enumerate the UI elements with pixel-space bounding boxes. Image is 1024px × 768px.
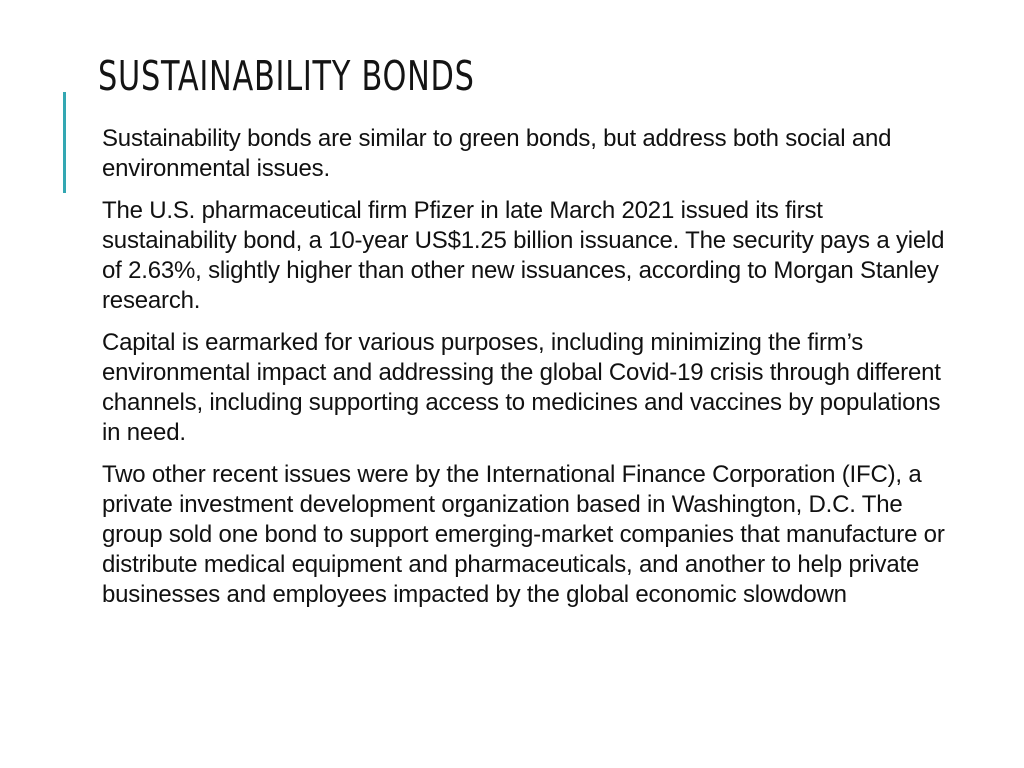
paragraph-intro: Sustainability bonds are similar to green bonds, but address both social and environmental issues. <box>102 125 892 182</box>
paragraph-pfizer: The U.S. pharmaceutical firm Pfizer in late March 2021 issued its first sustainability bond, a 10-year US$1.25 billion issuance. The security pays a yield of 2.63%, slightly higher than other new issuances, according to Morgan Stanley research. <box>102 197 945 314</box>
accent-bar <box>63 92 66 193</box>
paragraph-capital: Capital is earmarked for various purposes, including minimizing the firm’s environmental impact and addressing the global Covid-19 crisis through different channels, including supporting access to medicines and vaccines by populations in need. <box>102 329 941 446</box>
slide-body <box>102 124 952 622</box>
paragraph-ifc: Two other recent issues were by the International Finance Corporation (IFC), a private investment development organization based in Washington, D.C. The group sold one bond to support emerging-market companies that manufacture or distribute medical equipment and pharmaceuticals, and another to help private businesses and employees impacted by the global economic slowdown <box>102 461 945 608</box>
slide-title: SUSTAINABILITY BONDS <box>98 52 475 100</box>
